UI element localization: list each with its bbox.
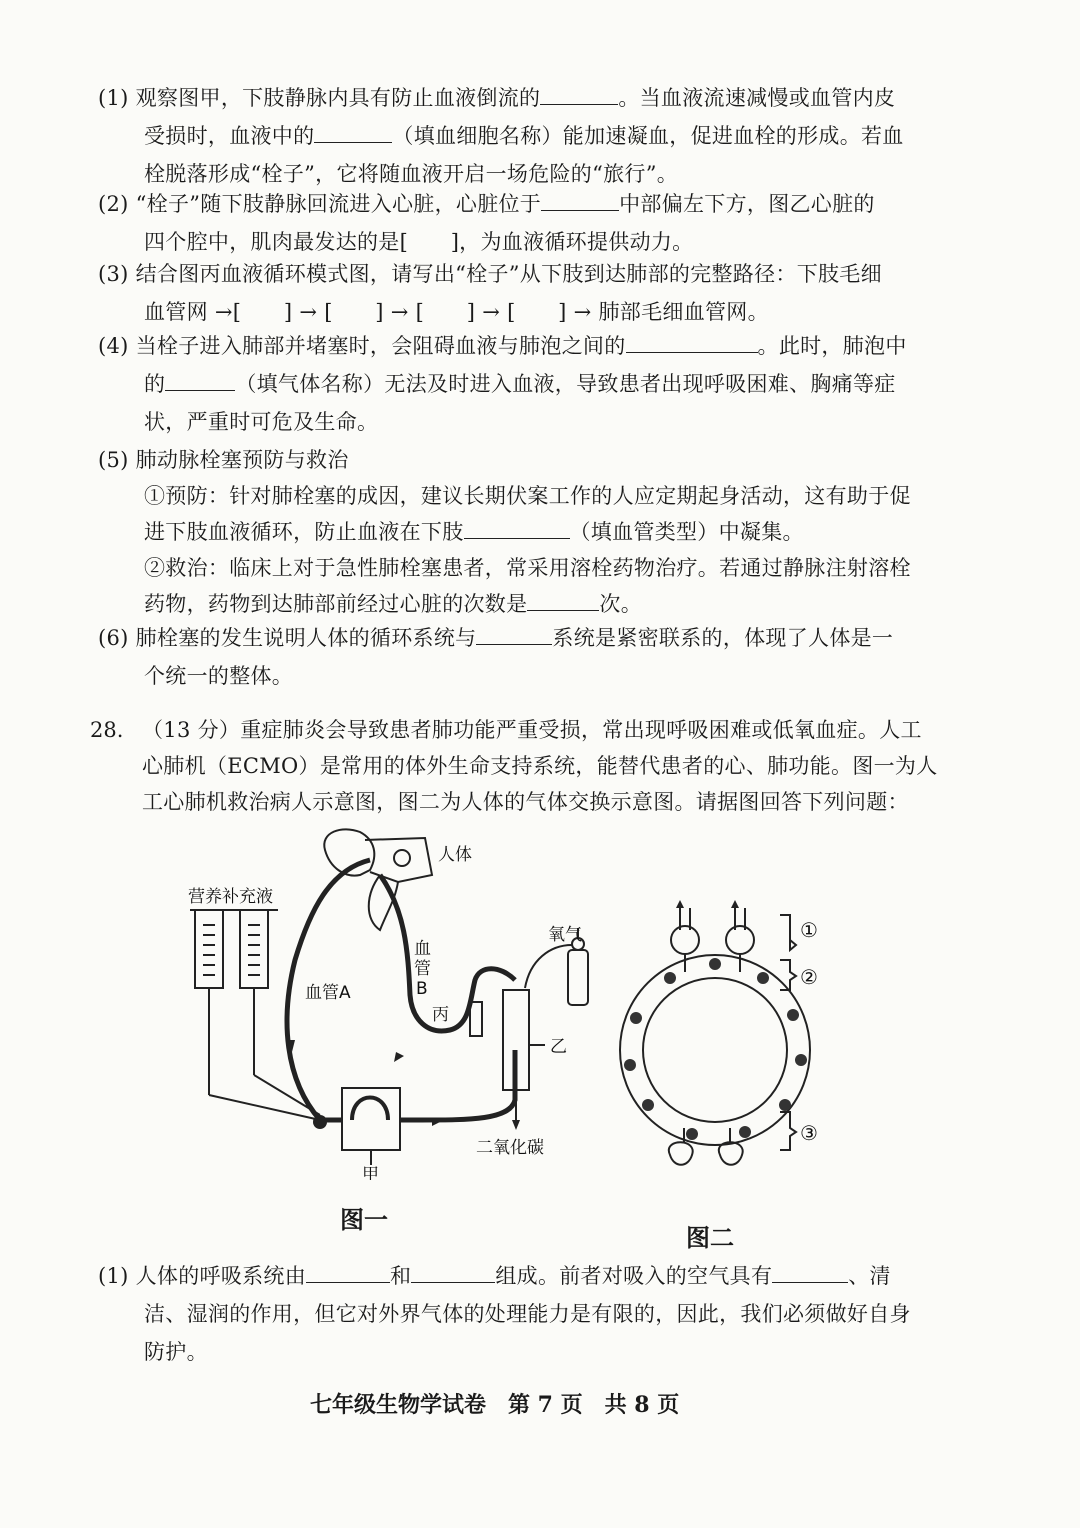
q2-line1a: (2) “栓子”随下肢静脉回流进入心脏，心脏位于: [98, 192, 542, 216]
q28-line1: （13 分）重症肺炎会导致患者肺功能严重受损，常出现呼吸困难或低氧血症。人工: [142, 718, 922, 742]
label-nutrient: 营养补充液: [188, 887, 273, 907]
answer-blank[interactable]: [411, 1262, 495, 1283]
chamber-bing: [470, 1002, 482, 1036]
q5-p2a: ②救治：临床上对于急性肺栓塞患者，常采用溶栓药物治疗。若通过静脉注射溶栓: [144, 556, 911, 580]
sub1-line3: 防护。: [144, 1340, 208, 1364]
figure-2-caption: 图二: [686, 1224, 734, 1252]
q5-p1b: 进下肢血液循环，防止血液在下肢: [144, 520, 464, 544]
q4-line2b: （填气体名称）无法及时进入血液，导致患者出现呼吸困难、胸痛等症: [235, 372, 896, 396]
label-oxygen: 氧气: [548, 925, 582, 945]
sub1-line1b: 和: [390, 1264, 412, 1288]
q1-line3: 栓脱落形成“栓子”，它将随血液开启一场危险的“旅行”。: [144, 162, 679, 186]
q2-line1b: 中部偏左下方，图乙心脏的: [619, 192, 875, 216]
answer-blank[interactable]: [540, 84, 618, 105]
answer-blank[interactable]: [626, 332, 758, 353]
gas-exchange-svg: [600, 900, 860, 1190]
figure-1-caption: 图一: [340, 1206, 388, 1234]
answer-blank[interactable]: [527, 590, 599, 611]
q5-p1c: （填血管类型）中凝集。: [569, 520, 804, 544]
q4-line3: 状，严重时可危及生命。: [144, 410, 379, 434]
arrow-down-icon: [512, 1120, 520, 1130]
q1-line2b: （填血细胞名称）能加速凝血，促进血栓的形成。若血: [392, 124, 904, 148]
inner-ring: [643, 978, 787, 1122]
outer-ring: [620, 955, 810, 1145]
q1-line1b: 。当血液流速减慢或血管内皮: [618, 86, 896, 110]
question-number: 28.: [90, 718, 124, 742]
q3-line2: 血管网 →[ ] → [ ] → [ ] → [ ] → 肺部毛细血管网。: [144, 300, 769, 324]
page-footer: 七年级生物学试卷 第 7 页 共 8 页: [310, 1392, 680, 1418]
blood-cells: [624, 958, 807, 1140]
answer-blank[interactable]: [165, 370, 235, 391]
q5-p2c: 次。: [599, 592, 643, 616]
junction-dot-icon: [313, 1115, 327, 1129]
q28-line2: 心肺机（ECMO）是常用的体外生命支持系统，能替代患者的心、肺功能。图一为人: [142, 754, 938, 778]
q5-p1a: ①预防：针对肺栓塞的成因，建议长期伏案工作的人应定期起身活动，这有助于促: [144, 484, 911, 508]
label-vessel-b-2: 管: [414, 959, 431, 979]
q6-line1a: (6) 肺栓塞的发生说明人体的循环系统与: [98, 626, 477, 650]
q4-line2a: 的: [144, 372, 166, 396]
answer-blank[interactable]: [314, 122, 392, 143]
q1-line2a: 受损时，血液中的: [144, 124, 315, 148]
label-3: ③: [800, 1121, 818, 1145]
figure-1-ecmo-diagram: [170, 820, 610, 1180]
q5-title: (5) 肺动脉栓塞预防与救治: [98, 448, 349, 472]
tissue-cell-icon: [669, 1142, 693, 1165]
label-vessel-b-1: 血: [414, 939, 431, 959]
label-2: ②: [800, 965, 818, 989]
alveolus-icon: [671, 926, 699, 954]
label-vessel-b-3: B: [416, 979, 428, 999]
label-1: ①: [800, 918, 818, 942]
nutrient-bag-1: [195, 910, 223, 988]
sub1-line1d: 、清: [848, 1264, 891, 1288]
figure-2-gas-exchange: [600, 900, 860, 1190]
q1-line1a: (1) 观察图甲，下肢静脉内具有防止血液倒流的: [98, 86, 541, 110]
answer-blank[interactable]: [464, 518, 570, 539]
oxygen-tank: [568, 950, 588, 1005]
q3-line1: (3) 结合图丙血液循环模式图，请写出“栓子”从下肢到达肺部的完整路径：下肢毛细: [98, 262, 882, 286]
label-co2: 二氧化碳: [476, 1138, 544, 1158]
q4-line1b: 。此时，肺泡中: [757, 334, 907, 358]
label-vessel-a: 血管A: [305, 983, 351, 1003]
q28-line3: 工心肺机救治病人示意图，图二为人体的气体交换示意图。请据图回答下列问题：: [142, 790, 909, 814]
alveolus-icon: [726, 926, 754, 954]
nutrient-bag-2: [240, 910, 268, 988]
q5-p2b: 药物，药物到达肺部前经过心脏的次数是: [144, 592, 528, 616]
answer-blank[interactable]: [541, 190, 619, 211]
answer-blank[interactable]: [476, 624, 552, 645]
sub1-line2: 洁、湿润的作用，但它对外界气体的处理能力是有限的，因此，我们必须做好自身: [144, 1302, 911, 1326]
q2-line2: 四个腔中，肌肉最发达的是[ ]，为血液循环提供动力。: [144, 230, 694, 254]
arrow-up-icon: [676, 900, 684, 908]
ecmo-svg: [170, 820, 610, 1180]
label-bing: 丙: [432, 1005, 449, 1025]
sub1-line1c: 组成。前者对吸入的空气具有: [495, 1264, 773, 1288]
q4-line1a: (4) 当栓子进入肺部并堵塞时，会阻碍血液与肺泡之间的: [98, 334, 626, 358]
sub1-line1a: (1) 人体的呼吸系统由: [98, 1264, 307, 1288]
answer-blank[interactable]: [306, 1262, 390, 1283]
label-yi: 乙: [550, 1037, 567, 1057]
answer-blank[interactable]: [772, 1262, 848, 1283]
label-jia: 甲: [362, 1165, 379, 1180]
arrow-up-icon: [731, 900, 739, 908]
q6-line2: 个统一的整体。: [144, 664, 294, 688]
label-human: 人体: [438, 845, 472, 865]
q6-line1b: 系统是紧密联系的，体现了人体是一: [552, 626, 894, 650]
arrow-up-icon: [394, 1052, 404, 1062]
